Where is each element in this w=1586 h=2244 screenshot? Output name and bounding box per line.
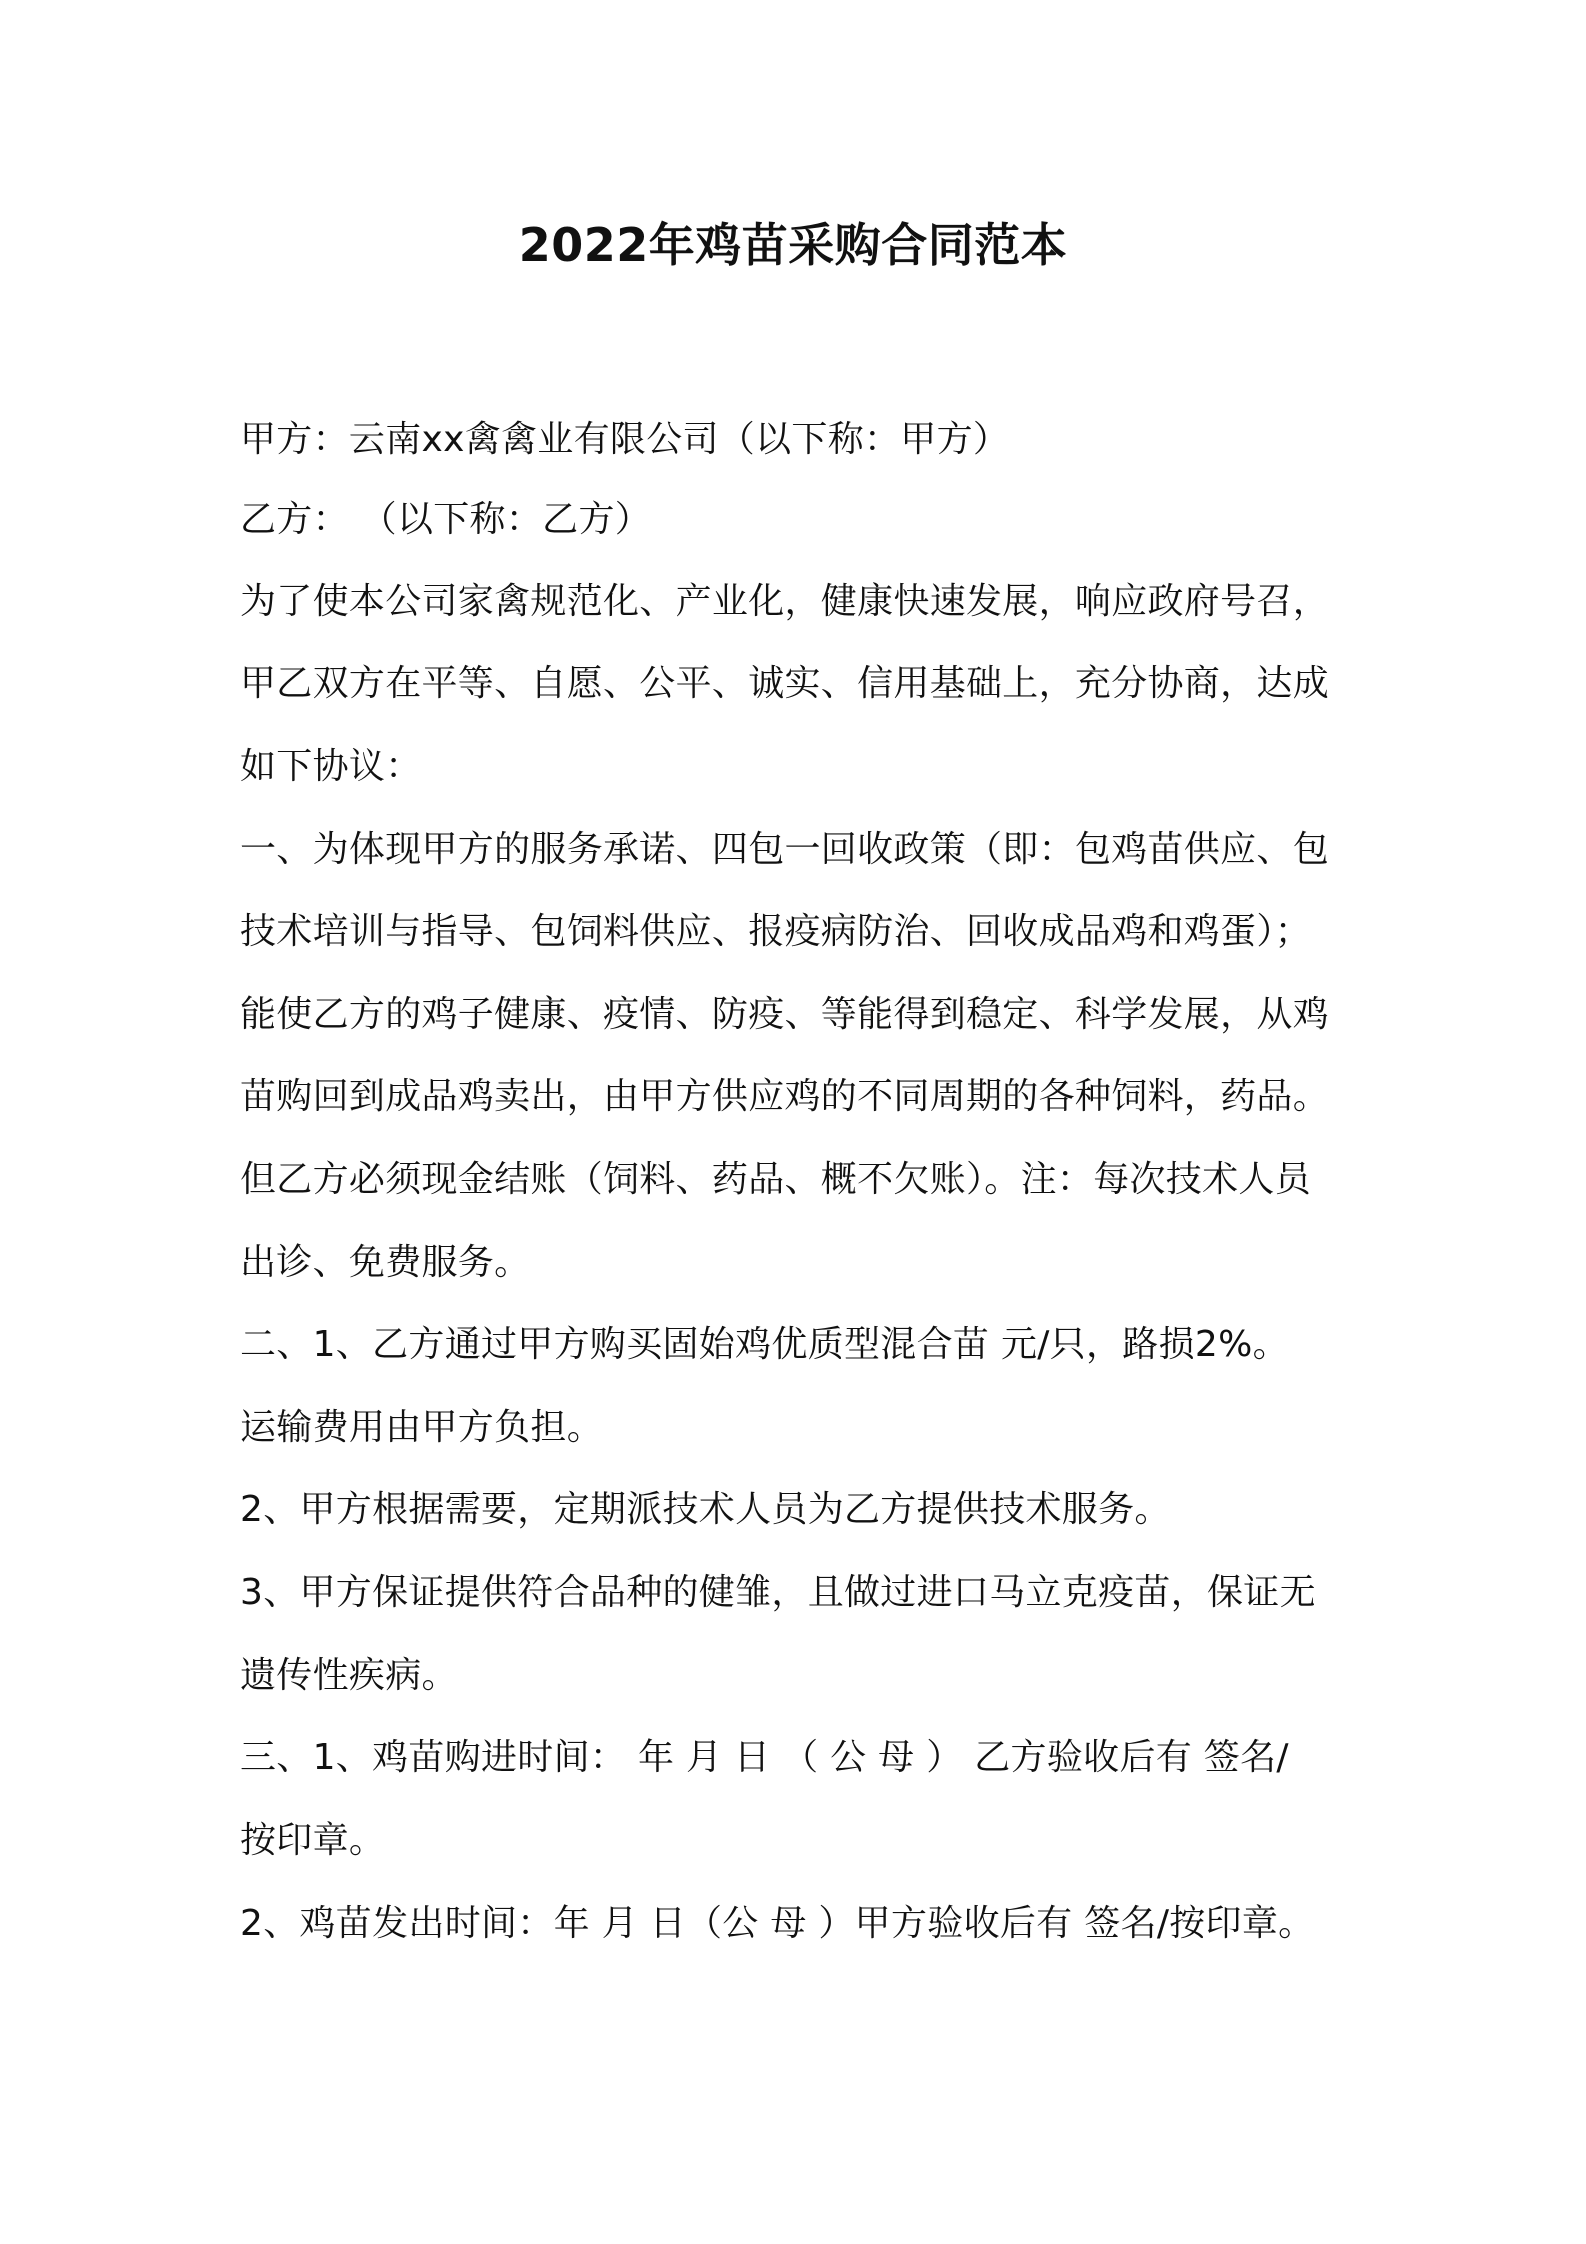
paragraph-line: 能使乙方的鸡子健康、疫情、防疫、等能得到稳定、科学发展，从鸡 [240,994,1330,1035]
party-b-line: 乙方： （以下称：乙方） [240,499,652,540]
paragraph-line: 如下协议： [240,746,422,787]
paragraph-line: 2、鸡苗发出时间：年 月 日（公 母 ）甲方验收后有 签名/按印章。 [240,1903,1315,1944]
paragraph-line: 苗购回到成品鸡卖出，由甲方供应鸡的不同周期的各种饲料，药品。 [240,1076,1330,1117]
paragraph-line: 按印章。 [240,1820,386,1861]
paragraph-line: 一、为体现甲方的服务承诺、四包一回收政策（即：包鸡苗供应、包 [240,829,1330,870]
document-title: 2022年鸡苗采购合同范本 [518,218,1068,272]
paragraph-line: 甲乙双方在平等、自愿、公平、诚实、信用基础上，充分协商，达成 [240,663,1330,704]
paragraph-line: 二、1、乙方通过甲方购买固始鸡优质型混合苗 元/只，路损2%。 [240,1324,1289,1365]
paragraph-line: 为了使本公司家禽规范化、产业化，健康快速发展，响应政府号召， [240,581,1330,622]
paragraph-line: 遗传性疾病。 [240,1655,458,1696]
paragraph-line: 但乙方必须现金结账（饲料、药品、概不欠账）。注：每次技术人员 [240,1159,1312,1200]
paragraph-line: 3、甲方保证提供符合品种的健雏，且做过进口马立克疫苗，保证无 [240,1572,1316,1613]
paragraph-line: 技术培训与指导、包饲料供应、报疫病防治、回收成品鸡和鸡蛋）； [240,911,1312,952]
party-a-line: 甲方：云南xx禽禽业有限公司（以下称：甲方） [240,419,1010,460]
paragraph-line: 三、1、鸡苗购进时间： 年 月 日 （ 公 母 ） 乙方验收后有 签名/ [240,1737,1289,1778]
paragraph-line: 2、甲方根据需要，定期派技术人员为乙方提供技术服务。 [240,1489,1171,1530]
paragraph-line: 运输费用由甲方负担。 [240,1407,604,1448]
paragraph-line: 出诊、免费服务。 [240,1242,531,1283]
